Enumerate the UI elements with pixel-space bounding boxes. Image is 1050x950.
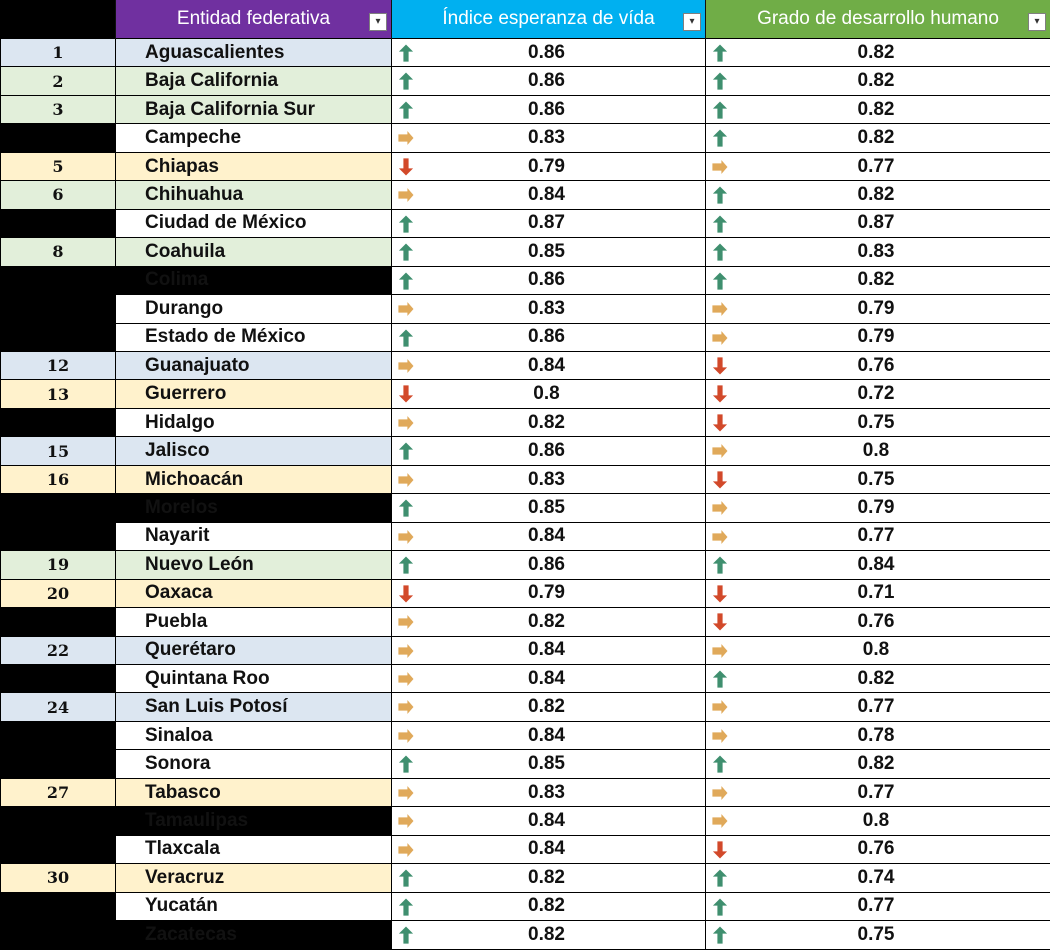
arrow-up-icon bbox=[711, 214, 729, 234]
row-number-cell[interactable] bbox=[1, 494, 116, 522]
table-row bbox=[1, 39, 1050, 67]
arrow-up-icon bbox=[711, 271, 729, 291]
row-number-cell[interactable] bbox=[1, 892, 116, 920]
table-row bbox=[1, 209, 1050, 237]
row-number-cell[interactable] bbox=[1, 664, 116, 692]
arrow-down-icon bbox=[711, 384, 729, 404]
development-value: 0.82 bbox=[858, 99, 895, 121]
development-cell[interactable] bbox=[706, 124, 1050, 152]
entity-name-cell[interactable]: Chiapas bbox=[116, 152, 392, 180]
life-expectancy-value: 0.82 bbox=[528, 611, 565, 633]
table-row bbox=[1, 579, 1050, 607]
arrow-down-icon bbox=[397, 384, 415, 404]
life-expectancy-value: 0.82 bbox=[528, 895, 565, 917]
development-value: 0.82 bbox=[858, 127, 895, 149]
row-number-cell[interactable]: 3 bbox=[1, 95, 116, 123]
development-cell[interactable] bbox=[706, 266, 1050, 294]
development-value: 0.77 bbox=[858, 696, 895, 718]
life-expectancy-value: 0.86 bbox=[528, 99, 565, 121]
arrow-up-icon bbox=[711, 43, 729, 63]
entity-name-cell[interactable]: Hidalgo bbox=[116, 408, 392, 436]
table-row bbox=[1, 636, 1050, 664]
header-esperanza-label: Índice esperanza de vída bbox=[442, 8, 654, 30]
life-expectancy-value: 0.8 bbox=[533, 383, 559, 405]
entity-name-cell[interactable]: Michoacán bbox=[116, 465, 392, 493]
arrow-up-icon bbox=[397, 242, 415, 262]
table-row bbox=[1, 152, 1050, 180]
life-expectancy-cell[interactable] bbox=[392, 408, 706, 436]
row-number-cell[interactable] bbox=[1, 323, 116, 351]
development-value: 0.87 bbox=[858, 212, 895, 234]
row-number-cell[interactable] bbox=[1, 295, 116, 323]
arrow-up-icon bbox=[711, 897, 729, 917]
arrow-up-icon bbox=[711, 242, 729, 262]
row-number-cell[interactable]: 24 bbox=[1, 693, 116, 721]
entity-name-cell[interactable]: Oaxaca bbox=[116, 579, 392, 607]
arrow-down-icon bbox=[711, 356, 729, 376]
development-value: 0.8 bbox=[863, 639, 889, 661]
entity-name-cell[interactable]: Estado de México bbox=[116, 323, 392, 351]
row-number-cell[interactable]: 5 bbox=[1, 152, 116, 180]
arrow-right-icon bbox=[711, 811, 729, 831]
arrow-right-icon bbox=[397, 641, 415, 661]
life-expectancy-value: 0.84 bbox=[528, 725, 565, 747]
arrow-right-icon bbox=[711, 157, 729, 177]
development-value: 0.82 bbox=[858, 269, 895, 291]
life-expectancy-cell[interactable] bbox=[392, 807, 706, 835]
development-value: 0.84 bbox=[858, 554, 895, 576]
development-value: 0.82 bbox=[858, 668, 895, 690]
arrow-right-icon bbox=[711, 498, 729, 518]
development-value: 0.82 bbox=[858, 70, 895, 92]
table-row bbox=[1, 95, 1050, 123]
development-value: 0.71 bbox=[858, 582, 895, 604]
arrow-up-icon bbox=[397, 328, 415, 348]
arrow-up-icon bbox=[397, 71, 415, 91]
arrow-right-icon bbox=[711, 783, 729, 803]
life-expectancy-value: 0.85 bbox=[528, 753, 565, 775]
row-number-cell[interactable]: 13 bbox=[1, 380, 116, 408]
row-number-cell[interactable]: 19 bbox=[1, 551, 116, 579]
development-cell[interactable] bbox=[706, 209, 1050, 237]
arrow-right-icon bbox=[397, 669, 415, 689]
arrow-up-icon bbox=[397, 498, 415, 518]
arrow-right-icon bbox=[397, 726, 415, 746]
row-number-cell[interactable]: 15 bbox=[1, 437, 116, 465]
arrow-down-icon bbox=[397, 157, 415, 177]
development-cell[interactable] bbox=[706, 522, 1050, 550]
arrow-up-icon bbox=[397, 441, 415, 461]
life-expectancy-cell[interactable] bbox=[392, 238, 706, 266]
life-expectancy-cell[interactable] bbox=[392, 437, 706, 465]
header-row bbox=[1, 0, 1050, 39]
entity-name-cell[interactable]: Sinaloa bbox=[116, 721, 392, 749]
row-number-cell[interactable] bbox=[1, 807, 116, 835]
table-row bbox=[1, 67, 1050, 95]
arrow-right-icon bbox=[397, 299, 415, 319]
entity-name-cell[interactable]: Sonora bbox=[116, 750, 392, 778]
row-number-cell[interactable] bbox=[1, 721, 116, 749]
life-expectancy-value: 0.85 bbox=[528, 497, 565, 519]
life-expectancy-cell[interactable] bbox=[392, 380, 706, 408]
development-cell[interactable] bbox=[706, 693, 1050, 721]
table-row bbox=[1, 608, 1050, 636]
development-cell[interactable] bbox=[706, 465, 1050, 493]
arrow-up-icon bbox=[397, 897, 415, 917]
life-expectancy-cell[interactable] bbox=[392, 778, 706, 806]
row-number-cell[interactable]: 8 bbox=[1, 238, 116, 266]
life-expectancy-cell[interactable] bbox=[392, 551, 706, 579]
development-cell[interactable] bbox=[706, 721, 1050, 749]
life-expectancy-cell[interactable] bbox=[392, 608, 706, 636]
sort-filter-icon[interactable]: ▾ bbox=[369, 13, 387, 31]
life-expectancy-cell[interactable] bbox=[392, 892, 706, 920]
development-value: 0.8 bbox=[863, 810, 889, 832]
life-expectancy-value: 0.84 bbox=[528, 355, 565, 377]
development-value: 0.82 bbox=[858, 753, 895, 775]
arrow-down-icon bbox=[711, 470, 729, 490]
development-cell[interactable] bbox=[706, 152, 1050, 180]
development-cell[interactable] bbox=[706, 579, 1050, 607]
arrow-up-icon bbox=[397, 271, 415, 291]
table-row bbox=[1, 181, 1050, 209]
development-cell[interactable] bbox=[706, 835, 1050, 863]
development-cell[interactable] bbox=[706, 636, 1050, 664]
row-number-cell[interactable]: 1 bbox=[1, 39, 116, 67]
development-value: 0.75 bbox=[858, 412, 895, 434]
development-cell[interactable] bbox=[706, 408, 1050, 436]
life-expectancy-value: 0.82 bbox=[528, 412, 565, 434]
development-cell[interactable] bbox=[706, 351, 1050, 379]
arrow-up-icon bbox=[397, 43, 415, 63]
life-expectancy-value: 0.83 bbox=[528, 782, 565, 804]
life-expectancy-cell[interactable] bbox=[392, 124, 706, 152]
life-expectancy-cell[interactable] bbox=[392, 39, 706, 67]
arrow-down-icon bbox=[397, 584, 415, 604]
row-number-cell[interactable]: 20 bbox=[1, 579, 116, 607]
arrow-right-icon bbox=[711, 697, 729, 717]
arrow-up-icon bbox=[397, 754, 415, 774]
arrow-up-icon bbox=[711, 555, 729, 575]
entity-name-cell[interactable]: Nuevo León bbox=[116, 551, 392, 579]
arrow-right-icon bbox=[397, 128, 415, 148]
arrow-up-icon bbox=[397, 214, 415, 234]
development-value: 0.75 bbox=[858, 924, 895, 946]
arrow-up-icon bbox=[397, 868, 415, 888]
life-expectancy-cell[interactable] bbox=[392, 750, 706, 778]
development-value: 0.8 bbox=[863, 440, 889, 462]
row-number-cell[interactable] bbox=[1, 921, 116, 949]
arrow-down-icon bbox=[711, 612, 729, 632]
row-number-cell[interactable]: 12 bbox=[1, 351, 116, 379]
entity-name-cell[interactable]: Aguascalientes bbox=[116, 39, 392, 67]
entity-name-cell[interactable]: Campeche bbox=[116, 124, 392, 152]
table-row bbox=[1, 408, 1050, 436]
development-value: 0.77 bbox=[858, 525, 895, 547]
table-row bbox=[1, 921, 1050, 949]
entity-name-cell[interactable]: Baja California Sur bbox=[116, 95, 392, 123]
entity-name-cell[interactable]: Jalisco bbox=[116, 437, 392, 465]
entity-name-cell[interactable]: Guerrero bbox=[116, 380, 392, 408]
development-cell[interactable] bbox=[706, 67, 1050, 95]
row-number-cell[interactable]: 2 bbox=[1, 67, 116, 95]
life-expectancy-value: 0.79 bbox=[528, 156, 565, 178]
arrow-up-icon bbox=[397, 555, 415, 575]
header-desarrollo[interactable] bbox=[706, 0, 1050, 39]
development-value: 0.77 bbox=[858, 895, 895, 917]
life-expectancy-cell[interactable] bbox=[392, 721, 706, 749]
development-cell[interactable] bbox=[706, 778, 1050, 806]
life-expectancy-cell[interactable] bbox=[392, 181, 706, 209]
arrow-right-icon bbox=[711, 299, 729, 319]
life-expectancy-cell[interactable] bbox=[392, 579, 706, 607]
life-expectancy-cell[interactable] bbox=[392, 95, 706, 123]
entity-name-cell[interactable]: Puebla bbox=[116, 608, 392, 636]
arrow-right-icon bbox=[397, 811, 415, 831]
entity-name-cell[interactable]: Zacatecas bbox=[116, 921, 392, 949]
arrow-right-icon bbox=[711, 726, 729, 746]
entity-name-cell[interactable]: Colima bbox=[116, 266, 392, 294]
table-row bbox=[1, 693, 1050, 721]
development-cell[interactable] bbox=[706, 494, 1050, 522]
table-row bbox=[1, 664, 1050, 692]
development-value: 0.76 bbox=[858, 611, 895, 633]
development-cell[interactable] bbox=[706, 437, 1050, 465]
entity-name-cell[interactable]: Durango bbox=[116, 295, 392, 323]
table-row bbox=[1, 266, 1050, 294]
development-cell[interactable] bbox=[706, 323, 1050, 351]
table-row bbox=[1, 351, 1050, 379]
life-expectancy-cell[interactable] bbox=[392, 266, 706, 294]
arrow-down-icon bbox=[711, 413, 729, 433]
development-value: 0.82 bbox=[858, 184, 895, 206]
development-cell[interactable] bbox=[706, 238, 1050, 266]
life-expectancy-cell[interactable] bbox=[392, 67, 706, 95]
filter-dropdown-icon[interactable]: ▾ bbox=[683, 13, 701, 31]
table-row bbox=[1, 380, 1050, 408]
entity-name-cell[interactable]: Tamaulipas bbox=[116, 807, 392, 835]
table-row bbox=[1, 238, 1050, 266]
development-cell[interactable] bbox=[706, 380, 1050, 408]
arrow-right-icon bbox=[397, 185, 415, 205]
arrow-up-icon bbox=[711, 128, 729, 148]
entity-name-cell[interactable]: Tlaxcala bbox=[116, 835, 392, 863]
entity-name-cell[interactable]: Nayarit bbox=[116, 522, 392, 550]
row-number-cell[interactable]: 6 bbox=[1, 181, 116, 209]
life-expectancy-value: 0.82 bbox=[528, 696, 565, 718]
row-number-cell[interactable]: 22 bbox=[1, 636, 116, 664]
entity-name-cell[interactable]: Baja California bbox=[116, 67, 392, 95]
life-expectancy-value: 0.85 bbox=[528, 241, 565, 263]
life-expectancy-cell[interactable] bbox=[392, 465, 706, 493]
arrow-right-icon bbox=[397, 527, 415, 547]
table-row bbox=[1, 892, 1050, 920]
development-value: 0.76 bbox=[858, 355, 895, 377]
arrow-up-icon bbox=[711, 868, 729, 888]
development-cell[interactable] bbox=[706, 295, 1050, 323]
life-expectancy-value: 0.82 bbox=[528, 924, 565, 946]
table-row bbox=[1, 807, 1050, 835]
development-value: 0.79 bbox=[858, 298, 895, 320]
development-cell[interactable] bbox=[706, 551, 1050, 579]
life-expectancy-value: 0.83 bbox=[528, 127, 565, 149]
table-row bbox=[1, 750, 1050, 778]
entity-name-cell[interactable]: Quintana Roo bbox=[116, 664, 392, 692]
entity-name-cell[interactable]: Ciudad de México bbox=[116, 209, 392, 237]
entity-name-cell[interactable]: Veracruz bbox=[116, 864, 392, 892]
entity-name-cell[interactable]: San Luis Potosí bbox=[116, 693, 392, 721]
life-expectancy-value: 0.86 bbox=[528, 70, 565, 92]
development-cell[interactable] bbox=[706, 39, 1050, 67]
development-value: 0.78 bbox=[858, 725, 895, 747]
table-row bbox=[1, 835, 1050, 863]
development-cell[interactable] bbox=[706, 664, 1050, 692]
table-row bbox=[1, 778, 1050, 806]
arrow-right-icon bbox=[711, 328, 729, 348]
arrow-right-icon bbox=[711, 441, 729, 461]
development-value: 0.77 bbox=[858, 782, 895, 804]
life-expectancy-value: 0.84 bbox=[528, 810, 565, 832]
row-number-cell[interactable]: 30 bbox=[1, 864, 116, 892]
development-cell[interactable] bbox=[706, 750, 1050, 778]
row-number-cell[interactable] bbox=[1, 266, 116, 294]
life-expectancy-value: 0.84 bbox=[528, 525, 565, 547]
arrow-right-icon bbox=[711, 527, 729, 547]
entity-name-cell[interactable]: Morelos bbox=[116, 494, 392, 522]
life-expectancy-cell[interactable] bbox=[392, 209, 706, 237]
arrow-right-icon bbox=[397, 470, 415, 490]
filter-dropdown-icon[interactable]: ▾ bbox=[1028, 13, 1046, 31]
development-cell[interactable] bbox=[706, 95, 1050, 123]
life-expectancy-cell[interactable] bbox=[392, 351, 706, 379]
development-cell[interactable] bbox=[706, 921, 1050, 949]
table-row bbox=[1, 494, 1050, 522]
table-row bbox=[1, 465, 1050, 493]
life-expectancy-cell[interactable] bbox=[392, 693, 706, 721]
row-number-cell[interactable] bbox=[1, 608, 116, 636]
life-expectancy-cell[interactable] bbox=[392, 295, 706, 323]
table-row bbox=[1, 864, 1050, 892]
development-cell[interactable] bbox=[706, 807, 1050, 835]
development-value: 0.76 bbox=[858, 838, 895, 860]
development-cell[interactable] bbox=[706, 864, 1050, 892]
entity-name-cell[interactable]: Chihuahua bbox=[116, 181, 392, 209]
arrow-up-icon bbox=[397, 925, 415, 945]
life-expectancy-value: 0.83 bbox=[528, 298, 565, 320]
life-expectancy-value: 0.82 bbox=[528, 867, 565, 889]
table-row bbox=[1, 124, 1050, 152]
life-expectancy-cell[interactable] bbox=[392, 522, 706, 550]
row-number-cell[interactable] bbox=[1, 835, 116, 863]
table-row bbox=[1, 721, 1050, 749]
development-value: 0.83 bbox=[858, 241, 895, 263]
life-expectancy-value: 0.87 bbox=[528, 212, 565, 234]
development-value: 0.75 bbox=[858, 469, 895, 491]
arrow-right-icon bbox=[397, 612, 415, 632]
arrow-up-icon bbox=[397, 100, 415, 120]
development-value: 0.79 bbox=[858, 497, 895, 519]
arrow-down-icon bbox=[711, 584, 729, 604]
development-cell[interactable] bbox=[706, 181, 1050, 209]
entity-name-cell[interactable]: Querétaro bbox=[116, 636, 392, 664]
row-number-cell[interactable]: 27 bbox=[1, 778, 116, 806]
life-expectancy-value: 0.84 bbox=[528, 668, 565, 690]
development-cell[interactable] bbox=[706, 608, 1050, 636]
development-value: 0.82 bbox=[858, 42, 895, 64]
entity-name-cell[interactable]: Yucatán bbox=[116, 892, 392, 920]
header-entidad-label: Entidad federativa bbox=[177, 8, 330, 30]
development-cell[interactable] bbox=[706, 892, 1050, 920]
entity-name-cell[interactable]: Tabasco bbox=[116, 778, 392, 806]
arrow-right-icon bbox=[397, 356, 415, 376]
header-index bbox=[1, 0, 116, 39]
life-expectancy-cell[interactable] bbox=[392, 921, 706, 949]
arrow-right-icon bbox=[397, 413, 415, 433]
life-expectancy-value: 0.86 bbox=[528, 326, 565, 348]
life-expectancy-cell[interactable] bbox=[392, 864, 706, 892]
life-expectancy-value: 0.84 bbox=[528, 184, 565, 206]
life-expectancy-value: 0.84 bbox=[528, 838, 565, 860]
arrow-down-icon bbox=[711, 840, 729, 860]
row-number-cell[interactable] bbox=[1, 408, 116, 436]
life-expectancy-value: 0.86 bbox=[528, 554, 565, 576]
table-row bbox=[1, 323, 1050, 351]
header-desarrollo-label: Grado de desarrollo humano bbox=[757, 8, 999, 30]
table-row bbox=[1, 295, 1050, 323]
arrow-right-icon bbox=[711, 641, 729, 661]
arrow-right-icon bbox=[397, 783, 415, 803]
row-number-cell[interactable] bbox=[1, 522, 116, 550]
development-value: 0.77 bbox=[858, 156, 895, 178]
life-expectancy-value: 0.83 bbox=[528, 469, 565, 491]
arrow-right-icon bbox=[397, 697, 415, 717]
arrow-up-icon bbox=[711, 185, 729, 205]
table-row bbox=[1, 551, 1050, 579]
life-expectancy-value: 0.79 bbox=[528, 582, 565, 604]
life-expectancy-cell[interactable] bbox=[392, 323, 706, 351]
arrow-up-icon bbox=[711, 754, 729, 774]
life-expectancy-value: 0.84 bbox=[528, 639, 565, 661]
header-entidad[interactable] bbox=[116, 0, 392, 39]
entity-name-cell[interactable]: Guanajuato bbox=[116, 351, 392, 379]
arrow-right-icon bbox=[397, 840, 415, 860]
life-expectancy-value: 0.86 bbox=[528, 42, 565, 64]
development-value: 0.72 bbox=[858, 383, 895, 405]
row-number-cell[interactable] bbox=[1, 124, 116, 152]
life-expectancy-cell[interactable] bbox=[392, 636, 706, 664]
development-value: 0.79 bbox=[858, 326, 895, 348]
life-expectancy-value: 0.86 bbox=[528, 440, 565, 462]
arrow-up-icon bbox=[711, 100, 729, 120]
arrow-up-icon bbox=[711, 925, 729, 945]
table-row bbox=[1, 522, 1050, 550]
table-row bbox=[1, 437, 1050, 465]
life-expectancy-value: 0.86 bbox=[528, 269, 565, 291]
row-number-cell[interactable] bbox=[1, 209, 116, 237]
life-expectancy-cell[interactable] bbox=[392, 664, 706, 692]
arrow-up-icon bbox=[711, 71, 729, 91]
development-value: 0.74 bbox=[858, 867, 895, 889]
life-expectancy-cell[interactable] bbox=[392, 494, 706, 522]
row-number-cell[interactable] bbox=[1, 750, 116, 778]
entity-name-cell[interactable]: Coahuila bbox=[116, 238, 392, 266]
header-esperanza[interactable] bbox=[392, 0, 706, 39]
life-expectancy-cell[interactable] bbox=[392, 835, 706, 863]
row-number-cell[interactable]: 16 bbox=[1, 465, 116, 493]
life-expectancy-cell[interactable] bbox=[392, 152, 706, 180]
arrow-up-icon bbox=[711, 669, 729, 689]
